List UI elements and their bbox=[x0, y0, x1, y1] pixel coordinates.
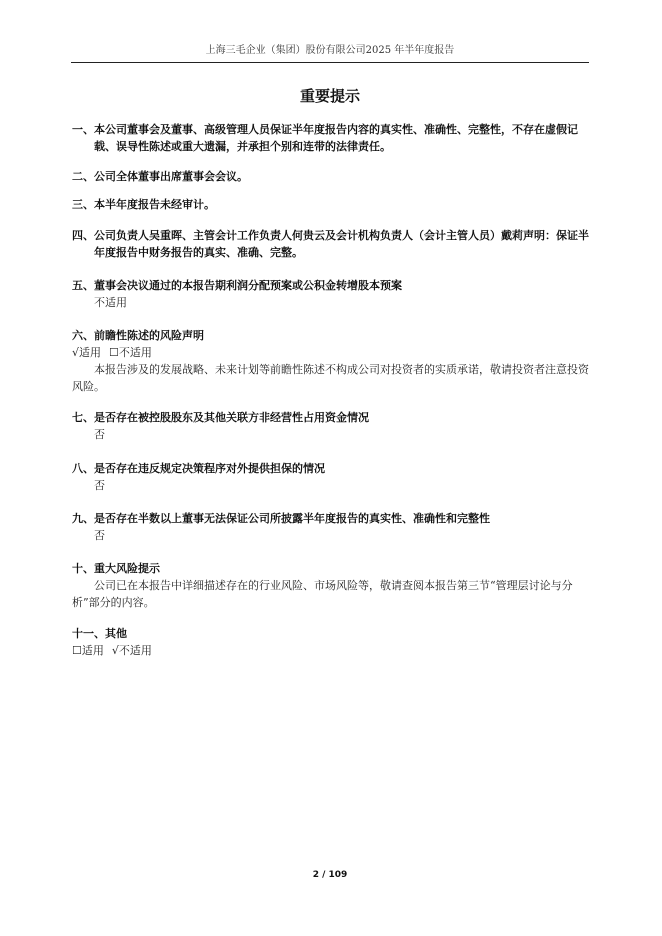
section-11-number: 十一、 bbox=[72, 627, 105, 640]
section-5-text: 董事会决议通过的本报告期利润分配预案或公积金转增股本预案 bbox=[94, 279, 402, 292]
section-8 bbox=[72, 460, 590, 494]
section-11-text: 其他 bbox=[105, 627, 127, 640]
section-8-heading bbox=[72, 460, 590, 477]
section-6-options bbox=[72, 344, 590, 361]
section-6-body: 本报告涉及的发展战略、未来计划等前瞻性陈述不构成公司对投资者的实质承诺，敬请投资者注意投资风险。 bbox=[72, 363, 589, 393]
section-8-answer: 否 bbox=[94, 479, 105, 492]
section-2-text: 公司全体董事出席董事会会议。 bbox=[94, 170, 248, 183]
applicable-checkbox: ☐适用 bbox=[72, 644, 104, 657]
section-8-text: 是否存在违反规定决策程序对外提供担保的情况 bbox=[94, 462, 325, 475]
section-2-number: 二、 bbox=[72, 170, 94, 183]
section-6-text: 前瞻性陈述的风险声明 bbox=[94, 329, 204, 342]
section-10-heading bbox=[72, 560, 590, 577]
section-2 bbox=[72, 168, 590, 185]
section-7-number: 七、 bbox=[72, 411, 94, 424]
section-5 bbox=[72, 277, 590, 311]
section-11-heading bbox=[72, 625, 590, 642]
section-6-heading bbox=[72, 327, 590, 344]
section-7 bbox=[72, 409, 590, 443]
section-4-heading bbox=[72, 227, 590, 261]
section-10-text: 重大风险提示 bbox=[94, 562, 160, 575]
section-9-number: 九、 bbox=[72, 512, 94, 525]
section-9-text: 是否存在半数以上董事无法保证公司所披露半年度报告的真实性、准确性和完整性 bbox=[94, 512, 490, 525]
applicable-checked-mark: √适用 bbox=[72, 346, 102, 359]
section-10 bbox=[72, 560, 590, 611]
section-5-number: 五、 bbox=[72, 279, 94, 292]
page-title: 重要提示 bbox=[299, 87, 360, 105]
not-applicable-checked-mark: √不适用 bbox=[111, 644, 152, 657]
page-number: 2 / 109 bbox=[312, 870, 348, 880]
section-6-number: 六、 bbox=[72, 329, 94, 342]
section-5-answer: 不适用 bbox=[94, 296, 127, 309]
section-4-number: 四、 bbox=[72, 229, 94, 242]
header-divider bbox=[71, 62, 589, 63]
section-7-text: 是否存在被控股股东及其他关联方非经营性占用资金情况 bbox=[94, 411, 369, 424]
not-applicable-checkbox: ☐不适用 bbox=[109, 346, 152, 359]
section-7-answer: 否 bbox=[94, 428, 105, 441]
section-1 bbox=[72, 121, 590, 155]
section-3-number: 三、 bbox=[72, 198, 94, 211]
section-8-number: 八、 bbox=[72, 462, 94, 475]
section-9 bbox=[72, 510, 590, 544]
section-10-number: 十、 bbox=[72, 562, 94, 575]
section-1-heading bbox=[72, 121, 590, 155]
section-3 bbox=[72, 196, 590, 213]
section-10-body: 公司已在本报告中详细描述存在的行业风险、市场风险等，敬请查阅本报告第三节“管理层讨论与分析”部分的内容。 bbox=[72, 579, 573, 609]
section-6 bbox=[72, 327, 590, 395]
section-11 bbox=[72, 625, 590, 659]
section-9-heading bbox=[72, 510, 590, 527]
section-1-text: 本公司董事会及董事、高级管理人员保证半年度报告内容的真实性、准确性、完整性，不存在虚假记载、误导性陈述或重大遗漏，并承担个别和连带的法律责任。 bbox=[94, 123, 578, 153]
section-9-answer: 否 bbox=[94, 529, 105, 542]
section-1-number: 一、 bbox=[72, 123, 94, 136]
section-3-heading bbox=[72, 196, 590, 213]
section-7-heading bbox=[72, 409, 590, 426]
section-2-heading bbox=[72, 168, 590, 185]
section-3-text: 本半年度报告未经审计。 bbox=[94, 198, 215, 211]
page-header: 上海三毛企业（集团）股份有限公司2025 年半年度报告 bbox=[205, 45, 455, 56]
section-4-text: 公司负责人吴重晖、主管会计工作负责人何贵云及会计机构负责人（会计主管人员）戴莉声明：保证半年度报告中财务报告的真实、准确、完整。 bbox=[94, 229, 589, 259]
section-11-options bbox=[72, 642, 590, 659]
section-5-heading bbox=[72, 277, 590, 294]
section-4 bbox=[72, 227, 590, 261]
